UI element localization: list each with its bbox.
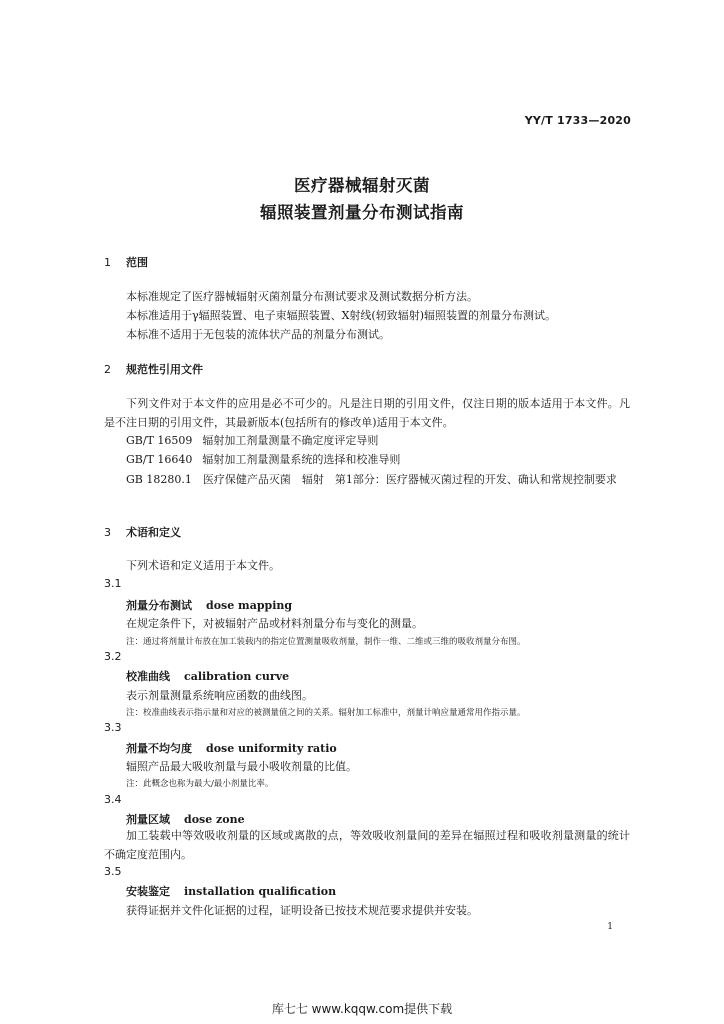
- standard-code: YY/T 1733—2020: [524, 114, 631, 127]
- term-note: 注：此概念也称为最大/最小剂量比率。: [126, 779, 274, 789]
- section-heading-terms-definitions: [104, 524, 181, 540]
- reference-title: 辐射加工剂量测量系统的选择和校准导则: [202, 453, 401, 466]
- reference-code: GB/T 16509: [126, 434, 193, 447]
- term-definition: 在规定条件下，对被辐射产品或材料剂量分布与变化的测量。: [126, 617, 423, 630]
- term-title: [126, 597, 292, 613]
- document-title-line2: 辐照装置剂量分布测试指南: [260, 203, 464, 222]
- paragraph: 下列文件对于本文件的应用是必不可少的。凡是注日期的引用文件，仅注日期的版本适用于本文件。凡是不注日期的引用文件，其最新版本(包括所有的修改单)适用于本文件。: [104, 397, 630, 429]
- term-en: dose zone: [184, 813, 245, 826]
- section-heading-scope: [104, 254, 148, 270]
- section-title: 范围: [126, 256, 148, 269]
- term-number: 3.4: [104, 793, 122, 806]
- section-number: 1: [104, 256, 111, 269]
- document-title-line1: 医疗器械辐射灭菌: [294, 176, 430, 195]
- term-en: dose mapping: [206, 599, 293, 612]
- term-zh: 校准曲线: [126, 670, 170, 683]
- term-en: installation qualification: [184, 885, 337, 898]
- term-zh: 剂量分布测试: [126, 599, 192, 612]
- term-title: [126, 811, 245, 827]
- term-number: 3.3: [104, 721, 122, 734]
- reference-title: 辐射加工剂量测量不确定度评定导则: [202, 434, 379, 447]
- term-en: calibration curve: [184, 670, 290, 683]
- term-zh: 剂量不均匀度: [126, 742, 192, 755]
- download-footer: 库七七 www.kqqw.com提供下载: [271, 1002, 453, 1016]
- paragraph: 本标准规定了医疗器械辐射灭菌剂量分布测试要求及测试数据分析方法。: [126, 290, 478, 303]
- reference-item: [126, 451, 400, 467]
- term-definition: 加工装载中等效吸收剂量的区域或离散的点，等效吸收剂量间的差异在辐照过程和吸收剂量测量的统计不确定度范围内。: [104, 829, 630, 861]
- term-en: dose uniformity ratio: [206, 742, 337, 755]
- paragraph: 下列术语和定义适用于本文件。: [126, 559, 280, 572]
- page-number: 1: [607, 922, 613, 932]
- term-title: [126, 668, 289, 684]
- reference-item: GB 18280.1 医疗保健产品灭菌 辐射 第1部分：医疗器械灭菌过程的开发、确认和常规控制要求: [126, 473, 617, 486]
- reference-code: GB/T 16640: [126, 453, 193, 466]
- term-title: [126, 740, 337, 756]
- term-definition: 获得证据并文件化证据的过程，证明设备已按技术规范要求提供并安装。: [126, 904, 478, 917]
- paragraph: 本标准适用于γ辐照装置、电子束辐照装置、X射线(轫致辐射)辐照装置的剂量分布测试。: [126, 309, 556, 322]
- term-zh: 剂量区域: [126, 813, 170, 826]
- section-title: 规范性引用文件: [126, 363, 203, 376]
- term-definition: 表示剂量测量系统响应函数的曲线图。: [126, 689, 313, 702]
- term-number: 3.1: [104, 577, 122, 590]
- paragraph: 本标准不适用于无包装的流体状产品的剂量分布测试。: [126, 328, 390, 341]
- term-note: 注：校准曲线表示指示量和对应的被测量值之间的关系。辐射加工标准中，剂量计响应量通常用作指示量。: [126, 708, 526, 718]
- section-number: 2: [104, 363, 111, 376]
- term-number: 3.2: [104, 650, 122, 663]
- section-heading-normative-references: [104, 361, 203, 377]
- section-title: 术语和定义: [126, 526, 181, 539]
- term-note: 注：通过将剂量计布放在加工装载内的指定位置测量吸收剂量，制作一维、二维或三维的吸收剂量分布图。: [126, 637, 526, 647]
- reference-item: [126, 432, 378, 448]
- term-zh: 安装鉴定: [126, 885, 170, 898]
- section-number: 3: [104, 526, 111, 539]
- term-number: 3.5: [104, 865, 122, 878]
- term-title: [126, 883, 336, 899]
- term-definition: 辐照产品最大吸收剂量与最小吸收剂量的比值。: [126, 760, 357, 773]
